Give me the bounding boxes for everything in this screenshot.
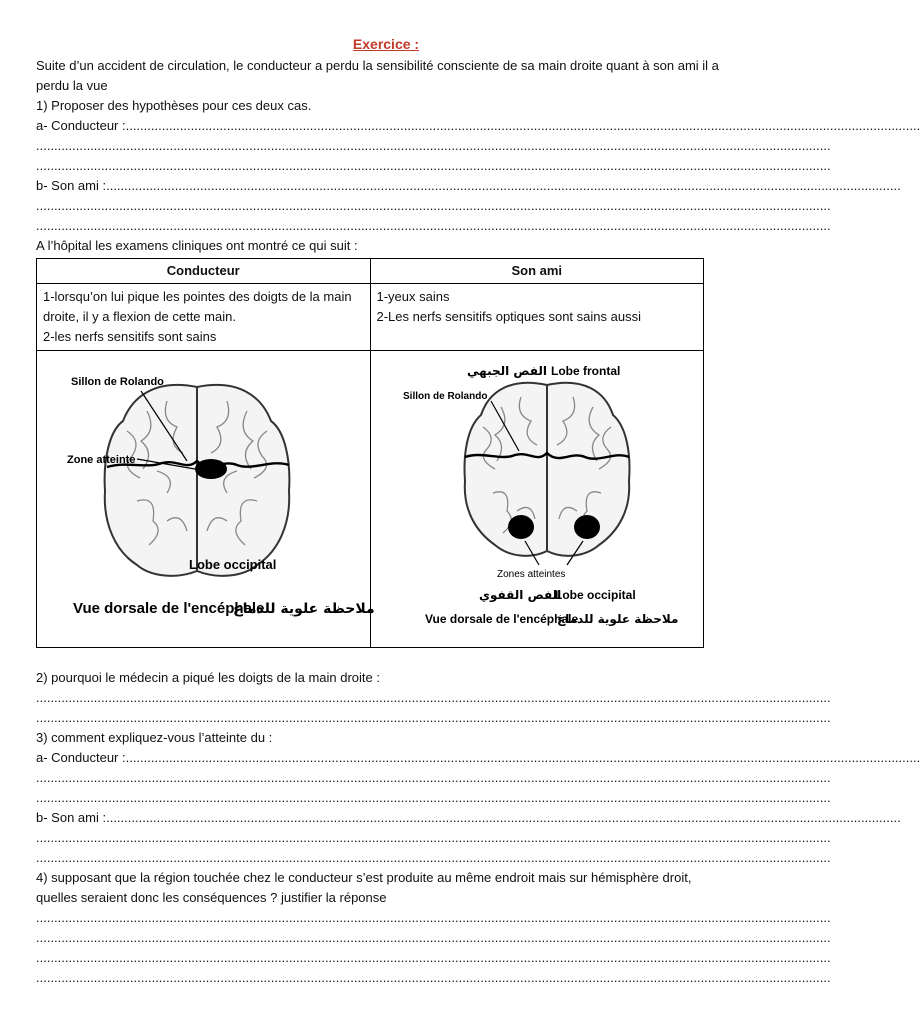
results-table — [36, 258, 704, 648]
ami-result-1: 1-yeux sains — [376, 289, 450, 304]
brain-outline — [105, 385, 290, 576]
answer-line[interactable]: ............................................................................................................................................................................................................................ — [106, 178, 901, 193]
ami-result-2: 2-Les nerfs sensitifs optiques sont sains aussi — [376, 309, 641, 324]
question-3a-label: a- Conducteur : — [36, 750, 126, 765]
hospital-intro: A l’hôpital les examens cliniques ont montré ce qui suit : — [36, 238, 358, 253]
caption-vue-dorsale: Vue dorsale de l'encéphale — [73, 600, 265, 617]
label-lobe-frontal-ar: الفص الجبهي — [466, 364, 547, 378]
label-sillon-rolando: Sillon de Rolando — [402, 391, 487, 402]
label-sillon-rolando: Sillon de Rolando — [71, 376, 164, 388]
answer-line[interactable]: ............................................................................................................................................................................................................................ — [36, 770, 831, 785]
answer-line[interactable]: ............................................................................................................................................................................................................................ — [36, 710, 831, 725]
answer-line[interactable]: ............................................................................................................................................................................................................................ — [36, 138, 831, 153]
question-3b — [36, 808, 901, 828]
affected-zone-mark — [195, 459, 227, 479]
affected-zone-right — [574, 515, 600, 539]
question-3a — [36, 748, 920, 768]
question-1: 1) Proposer des hypothèses pour ces deux cas. — [36, 98, 312, 113]
exercise-title: Exercice : — [352, 36, 420, 52]
answer-line[interactable]: ............................................................................................................................................................................................................................ — [36, 198, 831, 213]
answer-line[interactable]: ............................................................................................................................................................................................................................ — [36, 830, 831, 845]
affected-zone-left — [508, 515, 534, 539]
answer-line[interactable]: ............................................................................................................................................................................................................................ — [36, 218, 831, 233]
question-4: 4) supposant que la région touchée chez le conducteur s’est produite au même endroit mais sur hémisphère droit, quelles seraient donc les conséquences ? justifier la réponse — [36, 870, 692, 905]
brain-outline — [464, 383, 629, 556]
question-1b — [36, 176, 901, 196]
label-lobe-occipital: Lobe occipital — [189, 557, 277, 572]
conducteur-result-1: 1-lorsqu’on lui pique les pointes des doigts de la main droite, il y a flexion de cette main. — [43, 289, 352, 324]
question-3b-label: b- Son ami : — [36, 810, 107, 825]
intro-text: Suite d’un accident de circulation, le conducteur a perdu la sensibilité consciente de sa main droite quant à son ami il a perdu la vue — [36, 58, 719, 93]
question-2: 2) pourquoi le médecin a piqué les doigts de la main droite : — [36, 670, 380, 685]
answer-line[interactable]: ............................................................................................................................................................................................................................ — [36, 790, 831, 805]
answer-line[interactable]: ............................................................................................................................................................................................................................ — [125, 118, 920, 133]
table-header-conducteur: Conducteur — [37, 259, 371, 284]
label-zone-atteinte: Zone atteinte — [67, 454, 136, 466]
answer-line[interactable]: ............................................................................................................................................................................................................................ — [36, 850, 831, 865]
worksheet — [36, 36, 920, 988]
question-3: 3) comment expliquez-vous l’atteinte du : — [36, 730, 273, 745]
label-lobe-occipital-ar: الفص القفوي — [478, 588, 561, 602]
brain-diagram-conducteur — [37, 351, 375, 645]
label-lobe-frontal: Lobe frontal — [550, 364, 620, 378]
conducteur-results — [37, 284, 371, 351]
brain-figure-conducteur — [37, 351, 375, 648]
answer-line[interactable]: ............................................................................................................................................................................................................................ — [36, 158, 831, 173]
ami-results — [370, 284, 704, 351]
question-1a-label: a- Conducteur : — [36, 118, 126, 133]
answer-line[interactable]: ............................................................................................................................................................................................................................ — [36, 690, 831, 705]
caption-vue-dorsale: Vue dorsale de l'encéphale — [424, 612, 578, 626]
caption-arabic: ملاحظة علوية للدماغ — [233, 601, 375, 617]
answer-line[interactable]: ............................................................................................................................................................................................................................ — [36, 970, 831, 985]
caption-arabic: ملاحظة علوية للدماغ — [556, 612, 678, 626]
answer-line[interactable]: ............................................................................................................................................................................................................................ — [36, 910, 831, 925]
label-zones-atteintes: Zones atteintes — [496, 569, 565, 580]
answer-line[interactable]: ............................................................................................................................................................................................................................ — [36, 950, 831, 965]
answer-line[interactable]: ............................................................................................................................................................................................................................ — [125, 750, 920, 765]
answer-line[interactable]: ............................................................................................................................................................................................................................ — [36, 930, 831, 945]
question-1b-label: b- Son ami : — [36, 178, 107, 193]
brain-diagram-ami — [371, 351, 717, 645]
label-lobe-occipital: Lobe occipital — [554, 588, 636, 602]
brain-figure-ami — [370, 351, 704, 648]
conducteur-result-2: 2-les nerfs sensitifs sont sains — [43, 329, 217, 344]
question-1a — [36, 116, 920, 136]
table-header-son-ami: Son ami — [370, 259, 704, 284]
answer-line[interactable]: ............................................................................................................................................................................................................................ — [106, 810, 901, 825]
